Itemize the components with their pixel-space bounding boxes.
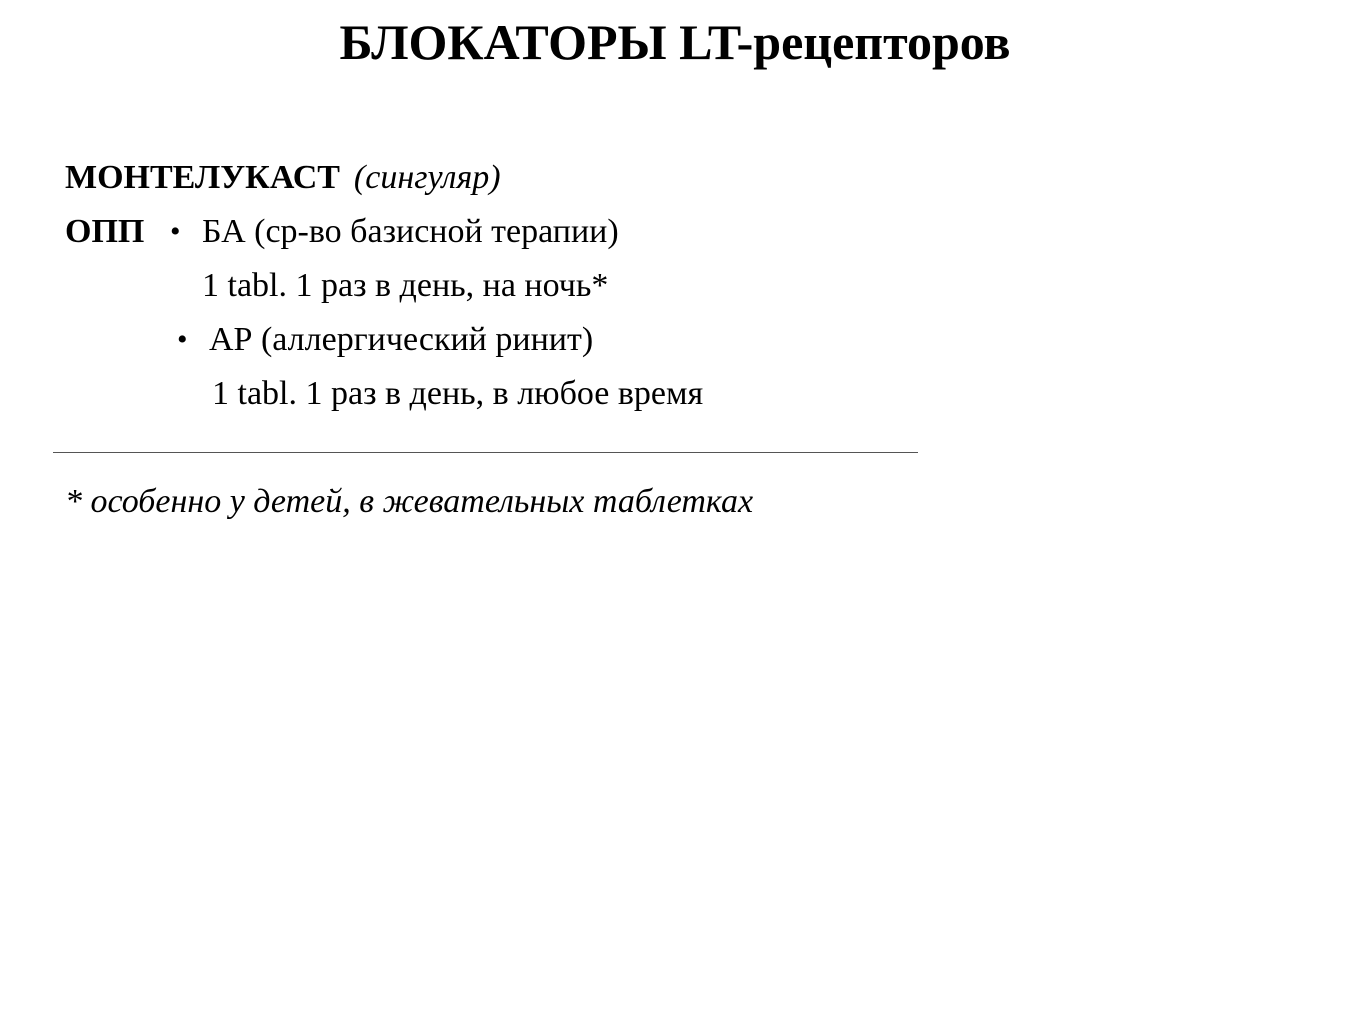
indication-name: БА (ср-во базисной терапии) [202, 213, 619, 250]
indications-label: ОПП [65, 213, 145, 250]
footnote: * особенно у детей, в жевательных таблетках [65, 483, 754, 520]
footnote-divider [53, 452, 918, 453]
indication-name: АР (аллергический ринит) [209, 321, 594, 358]
bullet-icon: • [170, 215, 181, 248]
slide-title: БЛОКАТОРЫ LT-рецепторов [339, 14, 1011, 70]
drug-name: МОНТЕЛУКАСТ [65, 159, 340, 196]
drug-line [65, 156, 501, 200]
indication-dosage: 1 tabl. 1 раз в день, на ночь* [202, 267, 609, 304]
indication-dosage: 1 tabl. 1 раз в день, в любое время [212, 375, 704, 412]
drug-brand-name: (сингуляр) [353, 159, 501, 196]
bullet-icon: • [177, 323, 188, 356]
